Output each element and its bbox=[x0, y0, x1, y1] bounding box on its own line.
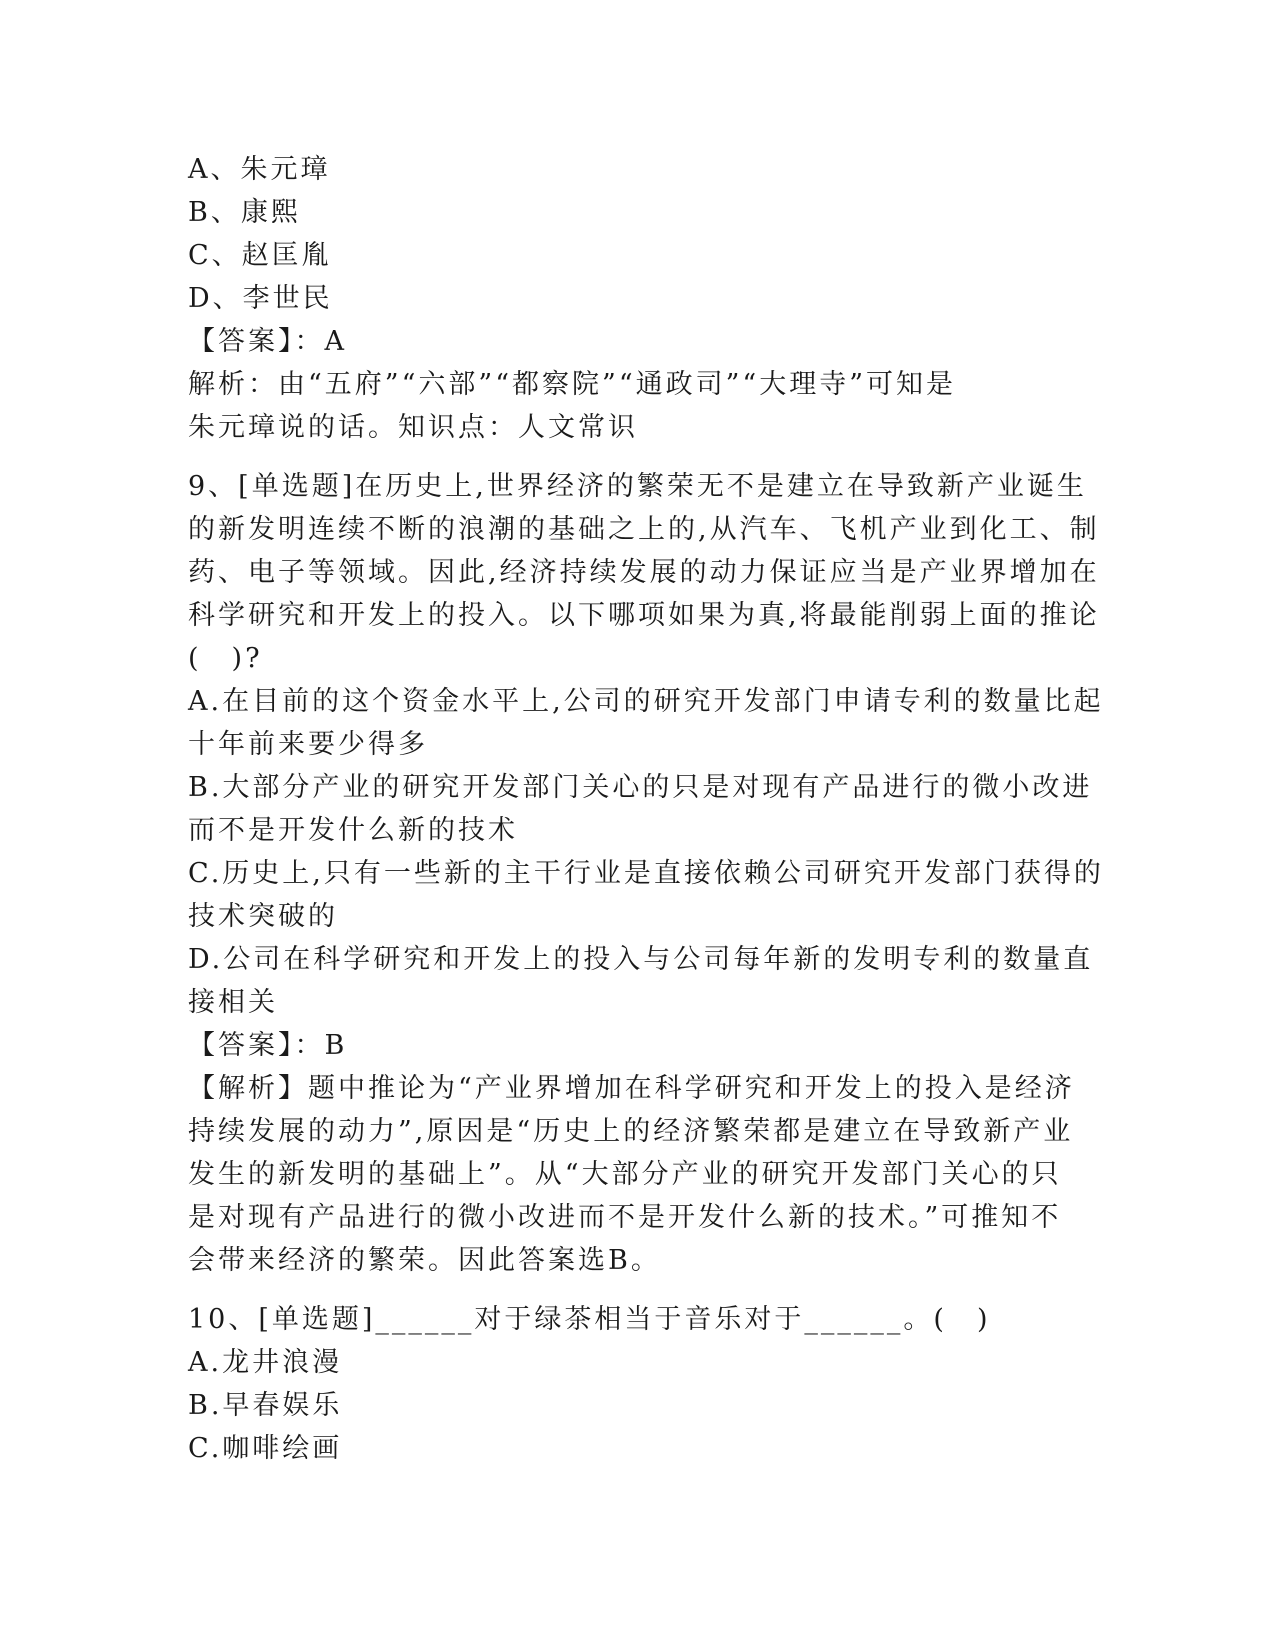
option-line: A.在目前的这个资金水平上,公司的研究开发部门申请专利的数量比起 bbox=[188, 686, 1104, 717]
option-b: B.早春娱乐 bbox=[188, 1390, 343, 1421]
question-text-line: 的新发明连续不断的浪潮的基础之上的,从汽车、飞机产业到化工、制 bbox=[188, 514, 1100, 545]
explanation-line: 是对现有产品进行的微小改进而不是开发什么新的技术。”可推知不 bbox=[188, 1202, 1062, 1233]
question-text-line: 9、[单选题]在历史上,世界经济的繁荣无不是建立在导致新产业诞生 bbox=[188, 471, 1087, 502]
question-8-block bbox=[188, 148, 1088, 449]
option-line: B.大部分产业的研究开发部门关心的只是对现有产品进行的微小改进 bbox=[188, 772, 1093, 803]
option-b: B、康熙 bbox=[188, 197, 301, 228]
explanation-line: 解析：由“五府”“六部”“都察院”“通政司”“大理寺”可知是 bbox=[188, 369, 957, 400]
document-page bbox=[188, 148, 1104, 1470]
question-text-line: 药、电子等领域。因此,经济持续发展的动力保证应当是产业界增加在 bbox=[188, 557, 1100, 588]
option-line: 十年前来要少得多 bbox=[188, 729, 428, 760]
answer-line: 【答案】：A bbox=[188, 326, 347, 357]
option-a: A、朱元璋 bbox=[188, 154, 331, 185]
explanation-line: 会带来经济的繁荣。因此答案选B。 bbox=[188, 1245, 661, 1276]
option-line: 接相关 bbox=[188, 987, 278, 1018]
option-d: D、李世民 bbox=[188, 283, 333, 314]
explanation-line: 【解析】题中推论为“产业界增加在科学研究和开发上的投入是经济 bbox=[188, 1073, 1075, 1104]
option-c: C.咖啡绘画 bbox=[188, 1433, 343, 1464]
option-line: C.历史上,只有一些新的主干行业是直接依赖公司研究开发部门获得的 bbox=[188, 858, 1104, 889]
explanation-line: 发生的新发明的基础上”。从“大部分产业的研究开发部门关心的只 bbox=[188, 1159, 1062, 1190]
question-text-line: ( )? bbox=[188, 643, 263, 674]
explanation-line: 持续发展的动力”,原因是“历史上的经济繁荣都是建立在导致新产业 bbox=[188, 1116, 1074, 1147]
option-line: 而不是开发什么新的技术 bbox=[188, 815, 518, 846]
option-line: 技术突破的 bbox=[188, 901, 338, 932]
option-line: D.公司在科学研究和开发上的投入与公司每年新的发明专利的数量直 bbox=[188, 944, 1094, 975]
option-a: A.龙井浪漫 bbox=[188, 1347, 343, 1378]
option-c: C、赵匡胤 bbox=[188, 240, 332, 271]
question-10-block bbox=[188, 1298, 1088, 1470]
answer-line: 【答案】：B bbox=[188, 1030, 348, 1061]
question-9-block bbox=[188, 465, 1104, 1282]
explanation-line: 朱元璋说的话。知识点：人文常识 bbox=[188, 412, 638, 443]
question-text-line: 科学研究和开发上的投入。以下哪项如果为真,将最能削弱上面的推论 bbox=[188, 600, 1100, 631]
question-text-line: 10、[单选题]______对于绿茶相当于音乐对于______。( ) bbox=[188, 1304, 991, 1335]
